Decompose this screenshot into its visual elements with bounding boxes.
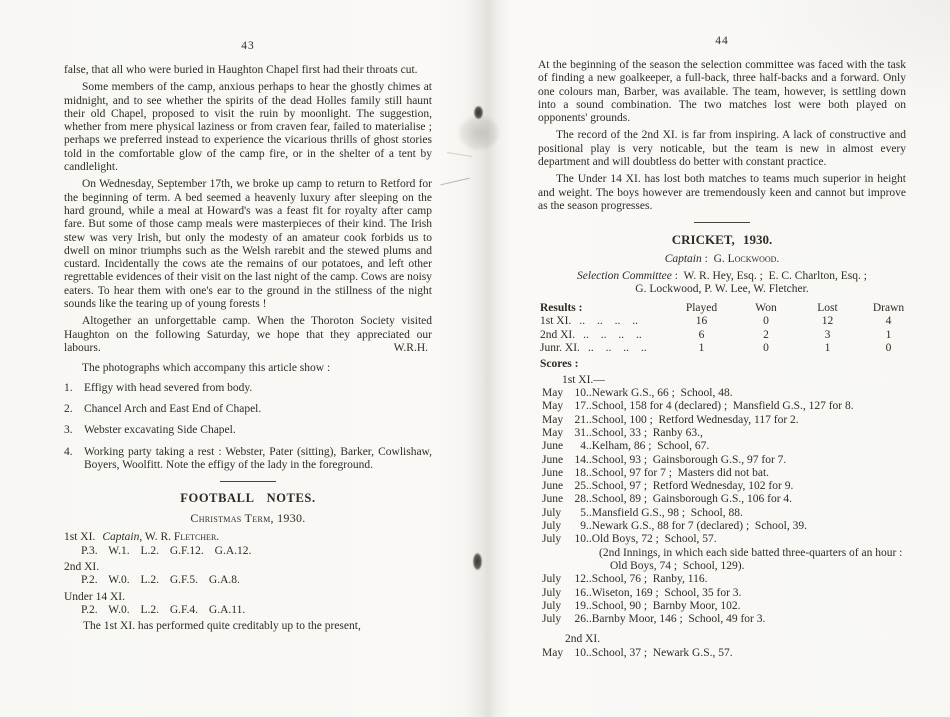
paragraph: On Wednesday, September 17th, we broke up camp to return to Retford for the beginning of term. A bed seemed a heavenly luxury after sleeping on the hard ground, while a meal at Howard's was a feast fit for royalty after camp fare. But some of those camp meals were masterpieces of their kind. The Irish stew was very Irish, but only the modesty of an amateur cook forbids us to dwell on minor triumphs such as the Welsh rarebit and the stewed plums and custard. Incidentally the cows ate the remains of our potatoes, and left other regrettable evidences of their visit on the last night of the camp. Cows are noisy eaters. To hear them with one's ear to the ground in the stillness of the night sounds like the tearing up of young forests ! <box>64 178 432 311</box>
football-closing-line: The 1st XI. has performed quite creditably up to the present, <box>83 620 361 633</box>
dot-leader: .. <box>586 573 592 586</box>
match-day: 21 <box>574 413 586 426</box>
dot-leader: .. <box>586 646 592 659</box>
dot-leader: .. <box>586 400 592 413</box>
results-drawn: 4 <box>885 315 892 328</box>
match-row <box>538 533 909 573</box>
captain-label: Captain <box>102 531 140 544</box>
match-row <box>538 387 906 400</box>
results-label: Results : <box>540 301 583 314</box>
paragraph: The record of the 2nd XI. is far from inspiring. A lack of constructive and positional play is very noticable, but the team is new in almost every department and will doubtless do better with constant practice. <box>538 129 906 169</box>
photo-list-item <box>64 403 432 416</box>
results-lost: 12 <box>821 315 834 328</box>
results-won: 2 <box>763 328 769 341</box>
results-lost: 1 <box>824 341 831 354</box>
match-month: July <box>542 573 562 586</box>
match-score-text: School, 37 ; Newark G.S., 57. <box>591 646 733 659</box>
football-record <box>64 561 432 588</box>
match-month: June <box>542 480 564 493</box>
match-month: July <box>542 506 562 519</box>
match-row <box>538 600 906 613</box>
match-score-text: School, 158 for 4 (declared) ; Mansfield G.S., 127 for 8. <box>591 400 854 413</box>
results-row <box>540 329 906 342</box>
committee-label: Selection Committee <box>577 269 672 282</box>
photo-list-text: Webster excavating Side Chapel. <box>84 424 236 437</box>
results-drawn: 0 <box>885 341 892 354</box>
camp-article-paragraphs <box>64 64 432 355</box>
match-row <box>538 440 906 453</box>
match-day: 18 <box>574 466 586 479</box>
committee-line-2: G. Lockwood, P. W. Lee, W. Fletcher. <box>635 283 809 296</box>
match-score-text: School, 89 ; Gainsborough G.S., 106 for 4. <box>591 493 793 506</box>
photo-list <box>64 382 432 472</box>
results-won: 0 <box>763 341 769 354</box>
first-xi-scores <box>538 387 909 626</box>
selection-committee <box>538 270 906 297</box>
match-day: 28 <box>574 493 586 506</box>
photo-list-item <box>64 446 432 473</box>
match-row <box>538 493 906 506</box>
match-month: May <box>542 426 564 439</box>
match-day: 17 <box>574 400 586 413</box>
football-team: Under 14 XI. <box>64 590 125 603</box>
match-score-text: Newark G.S., 66 ; School, 48. <box>591 387 733 400</box>
match-row <box>538 427 906 440</box>
match-day: 5 <box>580 506 586 519</box>
dot-leader: .. <box>586 426 592 439</box>
author-initials: W.R.H. <box>393 342 428 355</box>
match-score-text: School, 76 ; Ranby, 116. <box>591 573 708 586</box>
dot-leader: .. <box>586 599 592 612</box>
photos-intro: The photographs which accompany this article show : <box>82 361 331 374</box>
results-won: 0 <box>763 315 769 328</box>
results-played: 16 <box>695 315 708 328</box>
match-score-text: Barnby Moor, 146 ; School, 49 for 3. <box>591 613 766 626</box>
dot-leader: .. .. .. .. <box>579 315 638 328</box>
dot-leader: .. <box>586 387 592 400</box>
match-month: May <box>542 413 564 426</box>
page-44 <box>538 35 909 660</box>
results-team: Junr. XI. <box>540 341 580 354</box>
match-month: July <box>542 520 562 533</box>
dot-leader: .. <box>586 493 592 506</box>
photo-list-text: Effigy with head severed from body. <box>84 381 253 394</box>
binding-staple-top <box>474 106 483 119</box>
match-row <box>538 400 906 413</box>
match-month: July <box>542 586 562 599</box>
match-day: 16 <box>574 586 586 599</box>
match-row <box>538 414 906 427</box>
section-divider-rule <box>694 222 750 223</box>
match-row <box>538 467 906 480</box>
results-table <box>540 302 906 356</box>
football-team-line <box>64 561 432 574</box>
match-score-text: School, 33 ; Ranby 63., <box>591 426 703 439</box>
match-score-text: Mansfield G.S., 98 ; School, 88. <box>591 506 743 519</box>
captain-label: Captain <box>664 253 702 266</box>
results-header-row <box>540 302 906 315</box>
match-day: 12 <box>574 573 586 586</box>
dot-leader: .. .. .. .. <box>583 328 642 341</box>
column-played: Played <box>685 301 718 314</box>
match-row <box>538 454 906 467</box>
binding-staple-bottom <box>473 553 482 570</box>
match-month: June <box>542 493 564 506</box>
match-row <box>538 573 906 586</box>
captain-name: Fletcher. <box>173 531 220 544</box>
match-month: June <box>542 453 564 466</box>
match-score-text: School, 97 ; Retford Wednesday, 102 for 9. <box>591 480 794 493</box>
page-43 <box>64 40 432 633</box>
dot-leader: .. <box>586 533 592 546</box>
photo-list-number: 2. <box>64 403 73 416</box>
dot-leader: .. <box>586 520 592 533</box>
photo-list-number: 4. <box>64 445 73 458</box>
results-row <box>540 315 906 328</box>
paragraph: At the beginning of the season the selection committee was faced with the task of finding a new goalkeeper, a full-back, three half-backs and a forward. Only one colours man, Barber, was available. The team, however, is settling down into a sound combination. The two matches lost were both played on opponents' grounds. <box>538 59 906 125</box>
match-score-text: Kelham, 86 ; School, 67. <box>591 440 710 453</box>
football-term-subheading: Christmas Term, 1930. <box>190 511 306 526</box>
results-row <box>540 342 906 355</box>
dot-leader: .. <box>586 506 592 519</box>
results-team: 1st XI. <box>540 315 572 328</box>
match-month: June <box>542 440 564 453</box>
match-row <box>538 647 906 660</box>
page-number-left: 43 <box>241 40 255 52</box>
photo-list-number: 1. <box>64 381 73 394</box>
match-day: 25 <box>574 480 586 493</box>
football-team-line <box>64 531 432 544</box>
match-score-text: School, 100 ; Retford Wednesday, 117 for 2. <box>591 413 799 426</box>
binding-gutter-shadow <box>466 0 510 717</box>
first-xi-label: 1st XI.— <box>562 373 605 386</box>
match-row <box>538 587 906 600</box>
match-month: May <box>542 387 564 400</box>
photo-list-text: Working party taking a rest : Webster, Pater (sitting), Barker, Cowlishaw, Boyers, Woolfitt. Note the effigy of the lady in the foreground. <box>84 445 432 472</box>
dot-leader: .. .. .. .. <box>587 341 647 354</box>
scores-label: Scores : <box>540 358 579 371</box>
match-day: 14 <box>574 453 586 466</box>
football-record <box>64 591 432 618</box>
match-month: July <box>542 613 562 626</box>
photo-list-text: Chancel Arch and East End of Chapel. <box>84 403 262 416</box>
football-records <box>64 531 432 617</box>
match-month: May <box>542 646 564 659</box>
match-day: 10 <box>574 646 586 659</box>
football-notes-heading: FOOTBALL NOTES. <box>180 491 316 506</box>
football-stats: P.3. W.1. L.2. G.F.12. G.A.12. <box>81 544 252 557</box>
column-lost: Lost <box>817 301 838 314</box>
results-team-cell <box>540 342 669 355</box>
results-drawn: 1 <box>885 328 892 341</box>
match-score-text: School, 93 ; Gainsborough G.S., 97 for 7. <box>591 453 787 466</box>
column-won: Won <box>755 301 777 314</box>
football-record <box>64 531 432 558</box>
captain-middle: : G. <box>701 253 728 266</box>
binding-smudge <box>458 115 500 151</box>
match-month: June <box>542 466 564 479</box>
paragraph: Altogether an unforgettable camp. When the Thoroton Society visited Haughton on the following Saturday, we hope that they appreciated our labours. <box>64 315 432 354</box>
photo-list-item <box>64 424 432 437</box>
match-month: July <box>542 533 562 546</box>
football-team-line <box>64 591 432 604</box>
dot-leader: .. <box>586 440 592 453</box>
match-extra-note: (2nd Innings, in which each side batted three-quarters of an hour : Old Boys, 74 ; School, 129). <box>599 546 909 572</box>
captain-name: Lockwood. <box>727 253 780 266</box>
results-lost: 3 <box>824 328 831 341</box>
match-score-text: Newark G.S., 88 for 7 (declared) ; School, 39. <box>591 520 807 533</box>
match-day: 19 <box>574 599 586 612</box>
match-day: 9 <box>580 520 586 533</box>
football-team: 2nd XI. <box>64 560 100 573</box>
pencil-mark <box>447 152 472 157</box>
page-number-right: 44 <box>715 35 729 47</box>
match-score-text: School, 90 ; Barnby Moor, 102. <box>591 599 741 612</box>
match-day: 31 <box>574 426 586 439</box>
match-row <box>538 480 906 493</box>
results-played: 6 <box>698 328 705 341</box>
match-month: July <box>542 599 562 612</box>
captain-middle: , W. R. <box>139 531 174 544</box>
cricket-captain-line <box>538 253 906 267</box>
dot-leader: .. <box>586 586 592 599</box>
dot-leader: .. <box>586 453 592 466</box>
paragraph: Some members of the camp, anxious perhaps to hear the ghostly chimes at midnight, and to see whether the spirits of the dead Holles family still haunt their old Chapel, proposed to visit the ruin by moonlight. The suggestion, whether from mere physical laziness or from craven fear, failed to materialise ; perhaps we preferred instead to experience the vicarious thrills of ghost stories told in the comfortable glow of the camp fire, or in the shelter of a tent by candlelight. <box>64 81 432 174</box>
match-row <box>538 507 906 520</box>
photo-list-item <box>64 382 432 395</box>
second-xi-scores <box>538 647 906 660</box>
football-stats: P.2. W.0. L.2. G.F.5. G.A.8. <box>81 574 240 587</box>
paragraph: The Under 14 XI. has lost both matches to teams much superior in height and weight. The boys however are tremendously keen and cannot but improve as the season progresses. <box>538 173 906 212</box>
match-score-text: School, 97 for 7 ; Masters did not bat. <box>591 466 770 479</box>
football-captain <box>102 531 219 543</box>
match-day: 26 <box>574 613 586 626</box>
dot-leader: .. <box>586 466 592 479</box>
second-xi-label: 2nd XI. <box>565 633 601 646</box>
results-team-cell <box>540 329 669 342</box>
football-report-paragraphs <box>538 59 906 213</box>
match-row <box>538 613 906 626</box>
match-day: 10 <box>574 387 586 400</box>
cricket-heading: CRICKET, 1930. <box>671 232 773 248</box>
match-row <box>538 520 906 533</box>
results-team: 2nd XI. <box>540 328 576 341</box>
results-team-cell <box>540 315 669 328</box>
dot-leader: .. <box>586 613 592 626</box>
football-team: 1st XI. <box>64 531 96 544</box>
match-score-text: Old Boys, 72 ; School, 57. <box>591 533 717 546</box>
results-played: 1 <box>698 341 705 354</box>
column-drawn: Drawn <box>872 301 905 314</box>
section-divider-rule <box>220 481 276 482</box>
match-day: 10 <box>574 533 586 546</box>
pencil-mark <box>440 178 469 186</box>
committee-line-1 <box>538 270 906 284</box>
dot-leader: .. <box>586 480 592 493</box>
paragraph: false, that all who were buried in Haughton Chapel first had their throats cut. <box>64 64 418 76</box>
match-day: 4 <box>580 440 586 453</box>
photo-list-number: 3. <box>64 424 73 437</box>
match-score-text: Wiseton, 169 ; School, 35 for 3. <box>591 586 742 599</box>
match-month: May <box>542 400 564 413</box>
dot-leader: .. <box>586 413 592 426</box>
committee-rest: : W. R. Hey, Esq. ; E. C. Charlton, Esq. ; <box>671 269 867 282</box>
football-stats: P.2. W.0. L.2. G.F.4. G.A.11. <box>81 603 246 616</box>
